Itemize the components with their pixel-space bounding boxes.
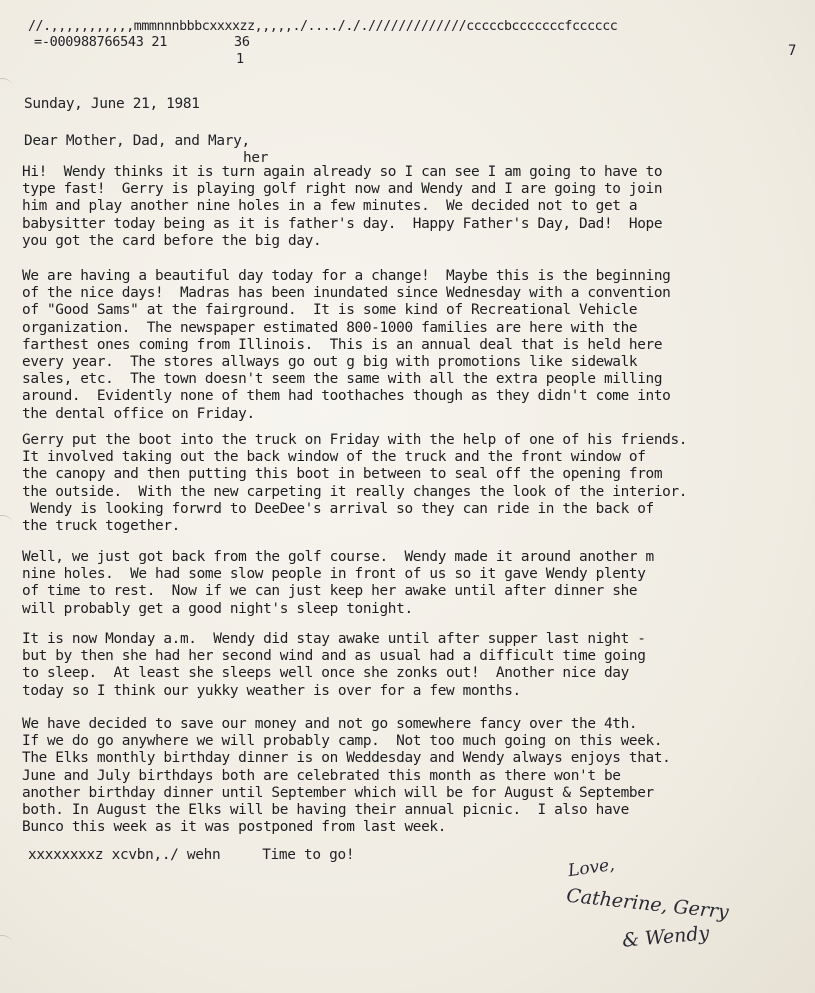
text-line: the outside. With the new carpeting it really changes the look of the interior.	[22, 483, 688, 500]
text-line: Gerry put the boot into the truck on Friday with the help of one of his friends.	[22, 432, 688, 448]
text-line: June and July birthdays both are celebrated this month as there won't be	[22, 767, 621, 784]
paragraph-3	[22, 432, 812, 535]
text-line: of the nice days! Madras has been inundated since Wednesday with a convention	[22, 285, 671, 302]
text-line: of time to rest. Now if we can just keep her awake until after dinner she	[22, 583, 638, 600]
text-line: around. Evidently none of them had toothaches though as they didn't come into	[22, 388, 671, 405]
text-line: type fast! Gerry is playing golf right now and Wendy and I are going to join	[22, 181, 663, 198]
text-line: babysitter today being as it is father's day. Happy Father's Day, Dad! Hope	[22, 215, 663, 232]
signature-wendy: & Wendy	[621, 922, 711, 952]
text-line: We have decided to save our money and not go somewhere fancy over the 4th.	[22, 716, 638, 732]
text-line: Well, we just got back from the golf course. Wendy made it around another m	[22, 549, 654, 565]
text-line: of "Good Sams" at the fairground. It is some kind of Recreational Vehicle	[22, 302, 638, 319]
inserted-word: her	[243, 150, 269, 166]
page-number: 7	[788, 43, 797, 59]
text-line: you got the card before the big day.	[22, 232, 322, 249]
text-line: If we do go anywhere we will probably camp. Not too much going on this week.	[22, 733, 663, 750]
text-line: the truck together.	[22, 517, 180, 534]
closing-line: xxxxxxxxz xcvbn,./ wehn Time to go!	[28, 847, 355, 863]
paragraph-6	[22, 716, 812, 836]
paragraph-1	[22, 164, 812, 250]
text-line: to sleep. At least she sleeps well once she zonks out! Another nice day	[22, 665, 629, 682]
text-line: Wendy is looking forwrd to DeeDee's arrival so they can ride in the back of	[22, 500, 654, 517]
text-line: sales, etc. The town doesn't seem the same with all the extra people milling	[22, 371, 663, 388]
text-line: Hi! Wendy thinks it is turn again already so I can see I am going to have to	[22, 164, 663, 180]
text-line: another birthday dinner until September which will be for August & September	[22, 784, 654, 801]
text-line: the canopy and then putting this boot in between to seal off the opening from	[22, 466, 663, 483]
paragraph-4	[22, 549, 812, 618]
typing-test-number-1: 1	[236, 51, 244, 67]
signature-love: Love,	[566, 854, 616, 882]
typing-test-line: //.,,,,,,,,,,,mmmnnnbbbcxxxxzz,,,,,./..../././////////////cccccbcccccccfcccccc	[28, 19, 618, 34]
text-line: both. In August the Elks will be having their annual picnic. I also have	[22, 801, 629, 818]
text-line: nine holes. We had some slow people in front of us so it gave Wendy plenty	[22, 566, 646, 583]
text-line: today so I think our yukky weather is over for a few months.	[22, 682, 521, 699]
text-line: him and play another nine holes in a few minutes. We decided not to get a	[22, 198, 638, 215]
punch-hole	[0, 515, 12, 530]
text-line: It is now Monday a.m. Wendy did stay awake until after supper last night -	[22, 631, 646, 647]
text-line: Bunco this week as it was postponed from last week.	[22, 819, 447, 836]
text-line: farthest ones coming from Illinois. This is an annual deal that is held here	[22, 336, 663, 353]
text-line: organization. The newspaper estimated 800-1000 families are here with the	[22, 319, 638, 336]
typing-test-numbers: =-000988766543 21	[34, 34, 168, 50]
text-line: It involved taking out the back window of the truck and the front window of	[22, 449, 646, 466]
salutation: Dear Mother, Dad, and Mary,	[24, 133, 250, 149]
punch-hole	[0, 78, 12, 93]
letter-date: Sunday, June 21, 1981	[24, 96, 200, 112]
typing-test-number-36: 36	[234, 34, 250, 50]
text-line: will probably get a good night's sleep tonight.	[22, 600, 413, 617]
text-line: We are having a beautiful day today for a change! Maybe this is the beginning	[22, 268, 671, 284]
text-line: the dental office on Friday.	[22, 405, 255, 422]
text-line: but by then she had her second wind and as usual had a difficult time going	[22, 648, 646, 665]
text-line: The Elks monthly birthday dinner is on Weddesday and Wendy always enjoys that.	[22, 750, 671, 767]
paragraph-5	[22, 631, 812, 700]
text-line: every year. The stores allways go out g big with promotions like sidewalk	[22, 353, 638, 370]
punch-hole	[0, 935, 12, 950]
paragraph-2	[22, 268, 812, 423]
signature-names: Catherine, Gerry	[565, 884, 730, 924]
